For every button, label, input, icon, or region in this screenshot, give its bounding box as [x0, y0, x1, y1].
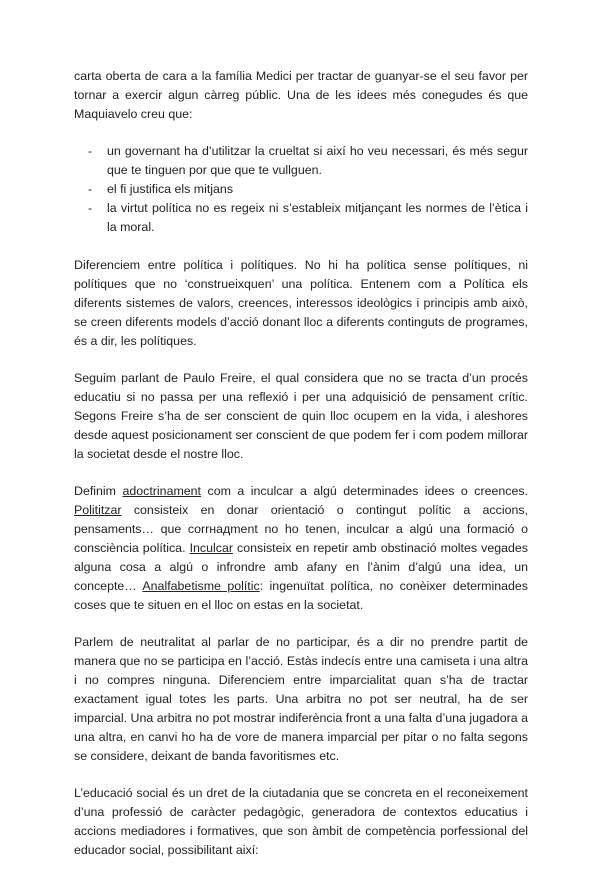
dash-bullet: - [88, 201, 93, 215]
list-item-text: la virtut política no es regeix ni s’estableix mitjançant les normes de l’ètica i la moral. [107, 201, 528, 234]
list-item-text: un governant ha d’utilitzar la crueltat si així ho veu necessari, és més segur que te tinguen por que que te vullguen. [107, 144, 528, 177]
machiavelli-list [74, 142, 528, 237]
definitions-paragraph [74, 482, 528, 615]
definitions-text: com a inculcar a algú determinades idees o creences. [201, 484, 528, 498]
term-polititzar: Polititzar [74, 503, 122, 517]
list-item [74, 180, 528, 199]
list-item [74, 142, 528, 180]
educacio-social-paragraph: L’educació social és un dret de la ciutadania que se concreta en el reconeixement d’una professió de caràcter pedagògic, generadora de contextos educatius i accions mediadores i formatives, que son àmbit de competència porfessional del educador social, possibilitant així: [74, 786, 528, 857]
document-body [74, 67, 528, 878]
definitions-text: consisteix en donar orientació o contingut polític a accions, pensaments… que corrнадment no ho tenen, inculcar a algú una formació o consciència política. [74, 503, 528, 555]
term-inculcar: Inculcar [189, 541, 233, 555]
neutralitat-paragraph: Parlem de neutralitat al parlar de no participar, és a dir no prendre partit de manera que no se participa en l’acció. Estàs indecís entre una camiseta i una altra i no compres ninguna. Diferenciem entre imparcialitat quan s’ha de tractar exactament igual totes les parts. Una arbitra no pot ser neutral, ha de ser imparcial. Una arbitra no pot mostrar indiferència front a una falta d’una jugadora a una altra, en canvi ho ha de vore de manera imparcial per pitar o no falta segons se considere, deixant de banda favoritismes etc. [74, 635, 528, 763]
definitions-text: consisteix en repetir amb obstinació moltes vegades alguna cosa a algú o infrondre amb afany en l’ànim d’algú una idea, un concepte… [74, 541, 528, 593]
list-item-text: el fi justifica els mitjans [107, 182, 234, 196]
intro-paragraph: carta oberta de cara a la família Medici per tractar de guanyar-se el seu favor per tornar a exercir algun càrreg públic. Una de les idees més conegudes és que Maquiavelo creu que: [74, 69, 528, 121]
term-analfabetisme-politic: Analfabetisme polític [142, 579, 260, 593]
list-item [74, 199, 528, 237]
definitions-text: : ingenuïtat política, no conèixer determinades coses que te situen en el lloc on estas en la societat. [74, 579, 528, 612]
freire-paragraph: Seguim parlant de Paulo Freire, el qual considera que no se tracta d’un procés educatiu si no passa per una reflexió i per una adquisició de pensament crític. Segons Freire s’ha de ser conscient de quin lloc ocupem en la vida, i aleshores desde aquest posicionament ser conscient de que podem fer i com podem millorar la societat desde el nostre lloc. [74, 371, 528, 461]
dash-bullet: - [88, 182, 93, 196]
politica-paragraph: Diferenciem entre política i polítiques. No hi ha política sense polítiques, ni polítiques que no ‘construeixquen’ una política. Entenem com a Política els diferents sistemes de valors, creences, interessos ideològics i principis amb això, se creen diferents models d’acció donant lloc a diferents continguts de programes, és a dir, les polítiques. [74, 258, 528, 348]
dash-bullet: - [88, 144, 93, 158]
term-adoctrinament: adoctrinament [122, 484, 202, 498]
definitions-text: Definim [74, 484, 123, 498]
